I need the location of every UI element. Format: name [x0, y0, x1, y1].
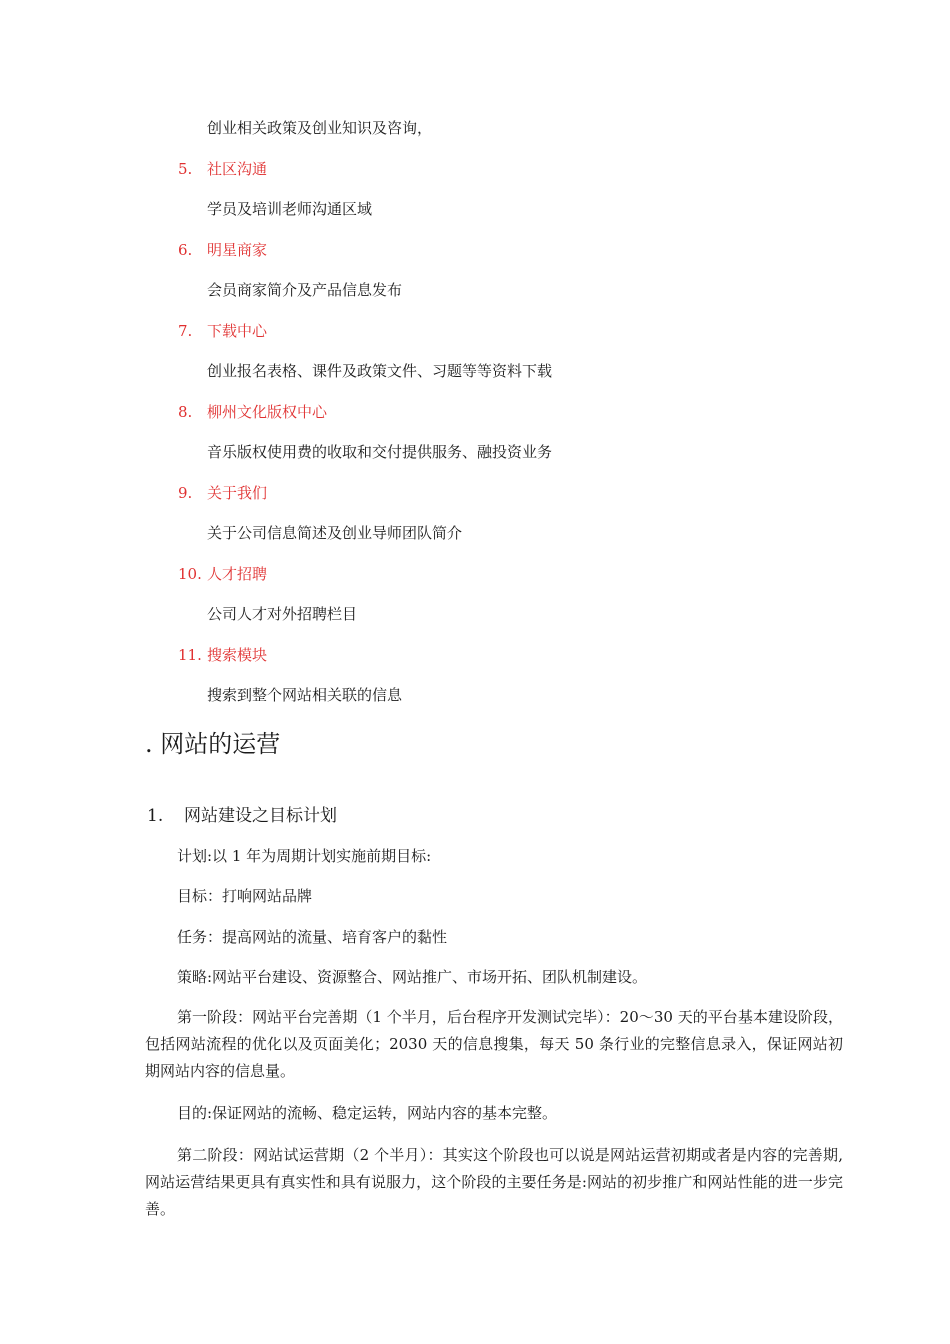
list-item-9	[178, 483, 267, 503]
item-description: 创业报名表格、课件及政策文件、习题等等资料下载	[207, 362, 553, 380]
sub-heading-number: 1.	[147, 806, 164, 826]
goal-paragraph: 目标：打响网站品牌	[177, 887, 313, 905]
list-item-5	[178, 159, 267, 179]
item-title: 明星商家	[207, 241, 268, 259]
item-number: 8.	[178, 403, 193, 421]
strategy-paragraph: 策略:网站平台建设、资源整合、网站推广、市场开拓、团队机制建设。	[177, 968, 648, 986]
intro-description: 创业相关政策及创业知识及咨询，	[207, 119, 433, 137]
item-title: 搜索模块	[207, 646, 268, 664]
item-number: 10.	[178, 565, 202, 583]
item-description: 学员及培训老师沟通区域	[207, 200, 373, 218]
list-item-7	[178, 321, 267, 341]
item-title: 柳州文化版权中心	[207, 403, 328, 421]
plan-paragraph: 计划:以 1 年为周期计划实施前期目标:	[177, 847, 432, 865]
phase1-paragraph: 第一阶段：网站平台完善期（1 个半月，后台程序开发测试完毕）：20～30 天的平台基本建设阶段，包括网站流程的优化以及页面美化；2030 天的信息搜集，每天 50 条行业的完整信息录入，保证网站初期网站内容的信息量。	[145, 1008, 843, 1080]
sub-heading	[147, 805, 337, 827]
item-description: 音乐版权使用费的收取和交付提供服务、融投资业务	[207, 443, 553, 461]
task-paragraph: 任务：提高网站的流量、培育客户的黏性	[177, 928, 448, 946]
list-item-11	[178, 645, 267, 665]
item-description: 关于公司信息简述及创业导师团队简介	[207, 524, 463, 542]
item-number: 11.	[178, 646, 202, 664]
sub-heading-title: 网站建设之目标计划	[184, 806, 337, 826]
item-title: 下载中心	[207, 322, 268, 340]
item-title: 社区沟通	[207, 160, 268, 178]
item-title: 人才招聘	[207, 565, 268, 583]
item-number: 6.	[178, 241, 193, 259]
phase2-paragraph: 第二阶段：网站试运营期（2 个半月）：其实这个阶段也可以说是网站运营初期或者是内容的完善期,网站运营结果更具有真实性和具有说服力，这个阶段的主要任务是:网站的初步推广和网站性能的进一步完善。	[145, 1146, 843, 1218]
item-title: 关于我们	[207, 484, 268, 502]
list-item-10	[178, 564, 267, 584]
section-title: . 网站的运营	[145, 730, 281, 758]
item-description: 搜索到整个网站相关联的信息	[207, 686, 403, 704]
list-item-8	[178, 402, 327, 422]
item-number: 7.	[178, 322, 193, 340]
item-description: 公司人才对外招聘栏目	[207, 605, 358, 623]
item-description: 会员商家简介及产品信息发布	[207, 281, 403, 299]
item-number: 9.	[178, 484, 193, 502]
purpose-paragraph: 目的:保证网站的流畅、稳定运转，网站内容的基本完整。	[177, 1104, 558, 1122]
list-item-6	[178, 240, 267, 260]
item-number: 5.	[178, 160, 193, 178]
